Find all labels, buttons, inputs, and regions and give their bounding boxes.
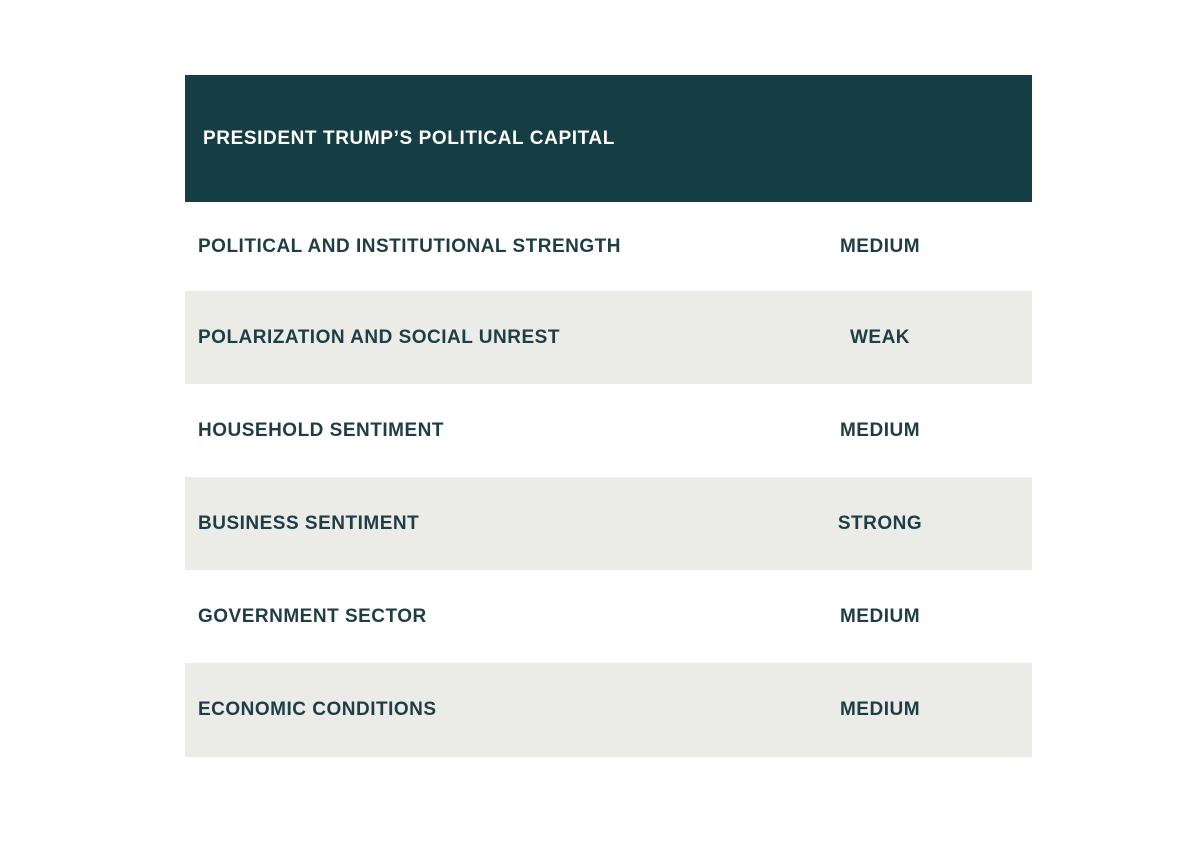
row-rating: MEDIUM <box>839 699 921 720</box>
row-label: HOUSEHOLD SENTIMENT <box>198 419 444 441</box>
table-row <box>185 477 1032 570</box>
table-row <box>185 202 1032 291</box>
row-label: BUSINESS SENTIMENT <box>198 512 420 534</box>
table-row <box>185 384 1032 477</box>
table-row <box>185 291 1032 384</box>
row-label: ECONOMIC CONDITIONS <box>198 699 437 720</box>
table-row <box>185 570 1032 663</box>
political-capital-table <box>185 75 1032 757</box>
row-label: POLITICAL AND INSTITUTIONAL STRENGTH <box>198 235 621 257</box>
row-rating: MEDIUM <box>839 605 921 627</box>
row-label: POLARIZATION AND SOCIAL UNREST <box>198 326 560 348</box>
table-row <box>185 663 1032 757</box>
row-rating: STRONG <box>837 512 923 534</box>
row-label: GOVERNMENT SECTOR <box>198 605 427 627</box>
row-rating: MEDIUM <box>839 235 921 257</box>
row-rating: WEAK <box>849 326 911 348</box>
row-rating: MEDIUM <box>839 419 921 441</box>
table-title: PRESIDENT TRUMP’S POLITICAL CAPITAL <box>203 127 615 149</box>
table-header <box>185 75 1032 202</box>
